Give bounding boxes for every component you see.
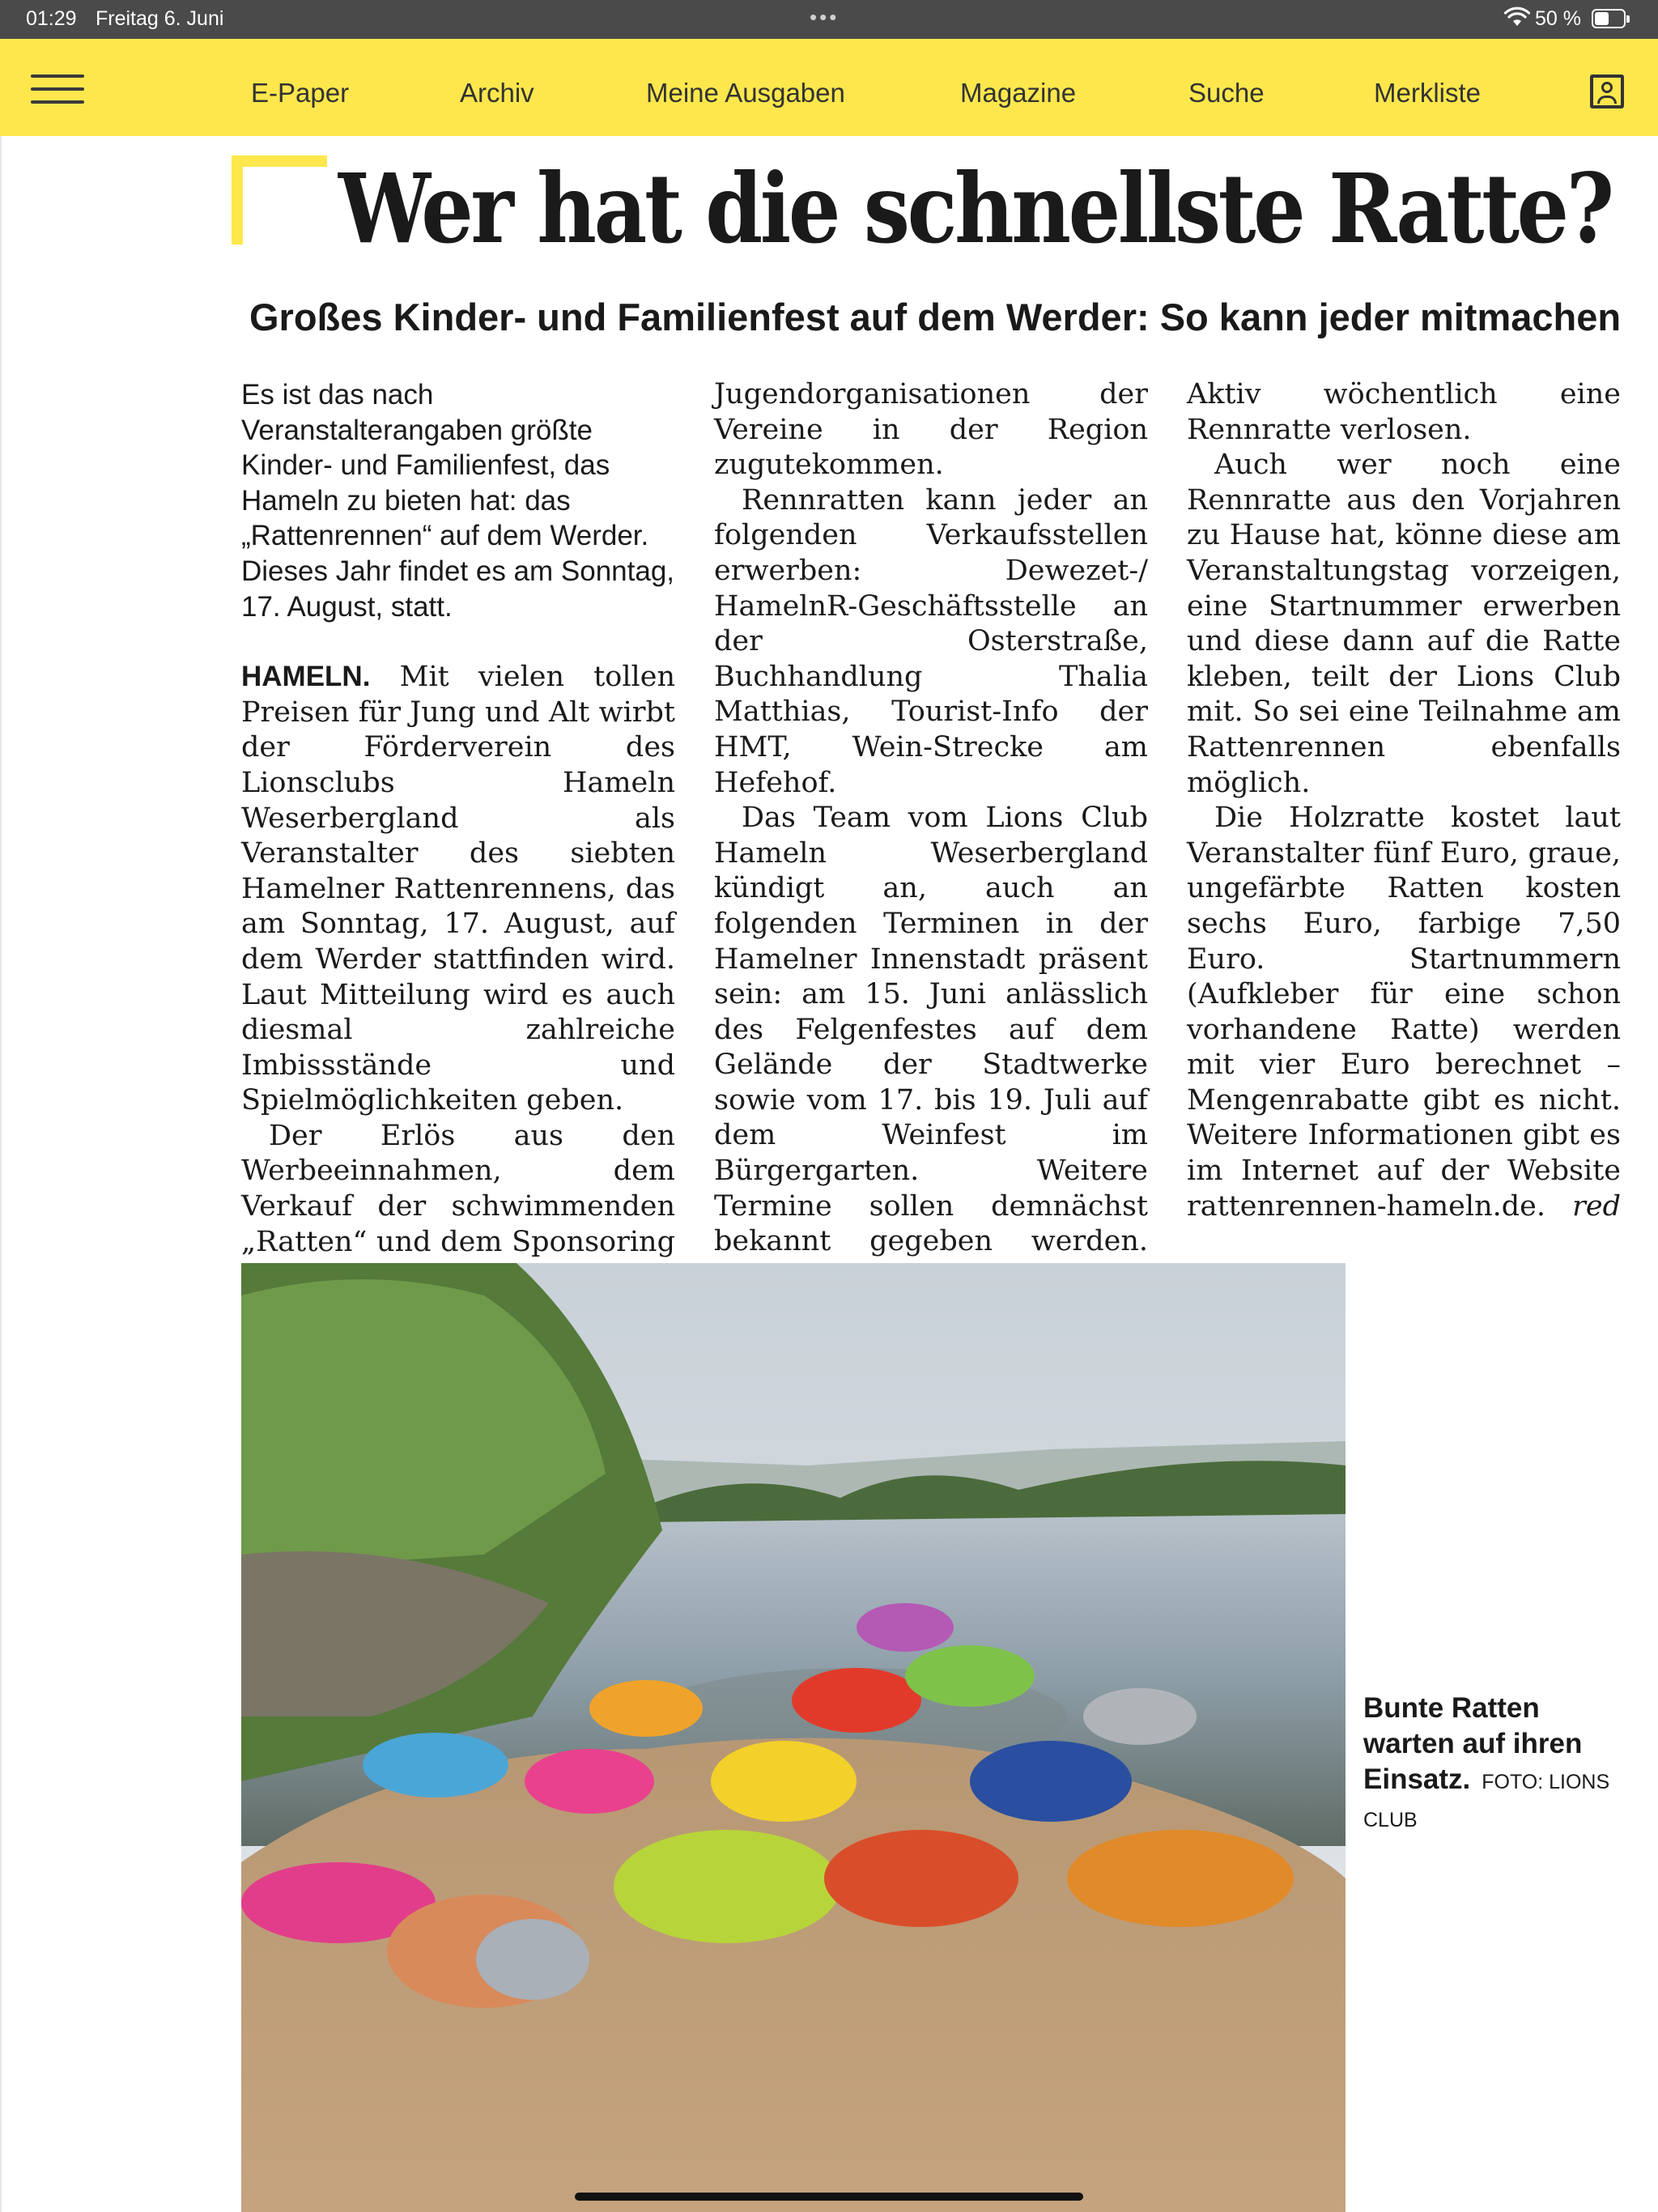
photo-credit: FOTO: LIONS CLUB (1363, 1771, 1610, 1831)
article-paragraph: Das Team vom Lions Club Hameln Weserbergland kündigt an, auch an folgenden Terminen in der Hamelner Innenstadt präsent sein: am 15. Juni anlässlich des Felgenfestes auf dem Gelände der Stadtwerke sowie vom 17. bis 19. Juli auf dem Weinfest im Bürgergarten. Weitere Termine sollen demnächst bekannt gegeben werden. (714, 802, 1148, 1258)
profile-icon[interactable] (1590, 74, 1624, 108)
article-column-3 (1187, 377, 1621, 1224)
photo-caption (1363, 1691, 1630, 1838)
article-author: red (1572, 1189, 1621, 1223)
photo-river-rats (241, 1263, 1346, 2212)
hamburger-menu-icon[interactable] (31, 73, 84, 105)
nav-item-e-paper[interactable]: E-Paper (251, 78, 350, 108)
wifi-icon (1504, 6, 1530, 32)
status-date: Freitag 6. Juni (96, 7, 224, 30)
article-paragraph (241, 659, 675, 1119)
article-headline: Wer hat die schnellste Ratte? (338, 152, 1612, 265)
battery-icon (1592, 9, 1626, 28)
page-edge-divider (0, 136, 2, 2212)
headline-corner-accent (232, 155, 327, 245)
article-column-2 (714, 377, 1148, 1330)
nav-item-merkliste[interactable]: Merkliste (1374, 78, 1482, 108)
top-navigation-bar (0, 39, 1658, 136)
article-paragraph: Aktiv wöchentlich eine Rennratte verlosen. (1187, 378, 1621, 446)
nav-item-suche[interactable]: Suche (1188, 78, 1265, 108)
article-column-1 (241, 377, 675, 1330)
article-paragraph: Auch wer noch eine Rennratte aus den Vorjahren zu Hause hat, könne diese am Veranstaltungstag vorzeigen, eine Startnummer erwerben und diese dann auf die Ratte kleben, teilt der Lions Club mit. So sei eine Teilnahme am Rattenrennen ebenfalls möglich. (1187, 449, 1621, 799)
article-dateline: HAMELN. (241, 661, 371, 693)
article-subheadline: Großes Kinder- und Familienfest auf dem Werder: So kann jeder mitmachen (249, 296, 1622, 338)
multitasking-dots[interactable]: ••• (810, 5, 840, 29)
photo-caption-text: Bunte Ratten warten auf ihren Einsatz. (1363, 1692, 1583, 1795)
article-paragraph: Jugendorganisationen der Vereine in der Region zugutekommen. (714, 378, 1148, 482)
status-bar (0, 0, 1658, 39)
home-indicator[interactable] (575, 2193, 1083, 2201)
article-intro: Es ist das nach Veranstalterangaben größte Kinder- und Familienfest, das Hameln zu bieten hat: das „Rattenrennen“ auf dem Werder. Dieses Jahr findet es am Sonntag, 17. August, statt. (241, 379, 675, 623)
status-time: 01:29 (26, 7, 77, 30)
nav-item-archiv[interactable]: Archiv (460, 78, 534, 108)
article-paragraph: Rennratten kann jeder an folgenden Verkaufsstellen erwerben: Dewezet-/ HamelnR-Geschäftsstelle an der Osterstraße, Buchhandlung Thalia Matthias, Tourist-Info der HMT, Wein-Strecke am Hefehof. (714, 483, 1148, 799)
paragraph-text: Mit vielen tollen Preisen für Jung und Alt wirbt der Förderverein des Lionsclubs Hameln Weserbergland als Veranstalter des siebten Hamelner Rattenrennens, das am Sonntag, 17. August, auf dem Werder stattfinden wird. Laut Mitteilung wird es auch diesmal zahlreiche Imbissstände und Spielmöglichkeiten geben. (241, 661, 675, 1117)
article-paragraph: Der Erlös aus den Werbeeinnahmen, dem Verkauf der schwimmenden „Ratten“ und dem Sponsoring (241, 1119, 675, 1258)
article-paragraph: Die Holzratte kostet laut Veranstalter fünf Euro, graue, ungefärbte Ratten kosten sechs Euro, farbige 7,50 Euro. Startnummern (Aufkleber für eine schon vorhandene Ratte) werden mit vier Euro berechnet – Mengenrabatte gibt es nicht. Weitere Informationen gibt es im Internet auf der Website rattenrennen-hameln.de. (1187, 802, 1621, 1223)
battery-percentage: 50 % (1535, 7, 1581, 30)
nav-item-magazine[interactable]: Magazine (960, 78, 1077, 108)
nav-item-meine-ausgaben[interactable]: Meine Ausgaben (646, 78, 845, 108)
article-photo[interactable] (241, 1263, 1346, 2212)
